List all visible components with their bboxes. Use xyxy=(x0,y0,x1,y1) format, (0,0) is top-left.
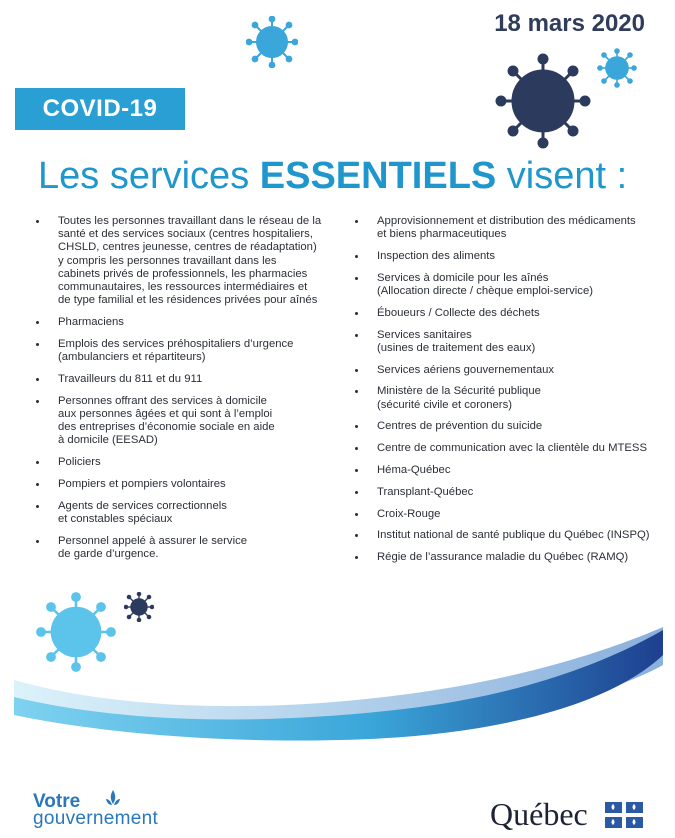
list-item: Régie de l’assurance maladie du Québec (RAMQ) xyxy=(355,551,665,564)
virus-icon xyxy=(495,53,591,149)
list-item: Personnes offrant des services à domicile aux personnes âgées et qui sont à l’emploi des entreprises d’économie sociale en aide à domicile (EESAD) xyxy=(36,395,326,448)
list-item: Approvisionnement et distribution des médicaments et biens pharmaceutiques xyxy=(355,215,665,241)
list-item: Transplant-Québec xyxy=(355,486,665,499)
list-item: Personnel appelé à assurer le service de garde d’urgence. xyxy=(36,535,326,561)
list-item: Pompiers et pompiers volontaires xyxy=(36,478,326,491)
document-date: 18 mars 2020 xyxy=(494,10,645,37)
list-item: Travailleurs du 811 et du 911 xyxy=(36,373,326,386)
list-item: Services sanitaires (usines de traitement des eaux) xyxy=(355,329,665,355)
list-item: Policiers xyxy=(36,456,326,469)
virus-icon xyxy=(124,592,154,622)
list-item: Centre de communication avec la clientèle du MTESS xyxy=(355,442,665,455)
list-item: Institut national de santé publique du Québec (INSPQ) xyxy=(355,529,665,542)
page-title: Les services ESSENTIELS visent : xyxy=(38,155,628,197)
essential-services-list-left xyxy=(36,215,326,570)
list-item: Éboueurs / Collecte des déchets xyxy=(355,307,665,320)
votre-gouvernement-logo: Votre gouvernement xyxy=(33,791,159,829)
list-item: Services à domicile pour les aînés (Allocation directe / chèque emploi-service) xyxy=(355,272,665,298)
covid-badge: COVID-19 xyxy=(15,88,185,130)
list-item: Toutes les personnes travaillant dans le réseau de la santé et des services sociaux (centres hospitaliers, CHSLD, centres jeunesse, centres de réadaptation) y compris les personnes travaillant dans les cabinets privés de professionnels, les pharmacies communautaires, les ressources intermédiaires et de type familial et les résidences privées pour aînés xyxy=(36,215,326,307)
list-item: Emplois des services préhospitaliers d’urgence (ambulanciers et répartiteurs) xyxy=(36,338,326,364)
fleur-de-lys-icon xyxy=(104,790,122,810)
list-item: Centres de prévention du suicide xyxy=(355,420,665,433)
list-item: Croix-Rouge xyxy=(355,508,665,521)
list-item: Ministère de la Sécurité publique (sécurité civile et coroners) xyxy=(355,385,665,411)
list-item: Inspection des aliments xyxy=(355,250,665,263)
essential-services-list-right xyxy=(355,215,665,573)
virus-icon xyxy=(246,16,298,68)
list-item: Héma-Québec xyxy=(355,464,665,477)
decorative-wave xyxy=(0,625,675,745)
list-item: Pharmaciens xyxy=(36,316,326,329)
virus-icon xyxy=(597,48,637,88)
list-item: Services aériens gouvernementaux xyxy=(355,364,665,377)
quebec-flag-icon xyxy=(605,802,643,828)
quebec-wordmark: Québec xyxy=(490,796,588,832)
list-item: Agents de services correctionnels et constables spéciaux xyxy=(36,500,326,526)
